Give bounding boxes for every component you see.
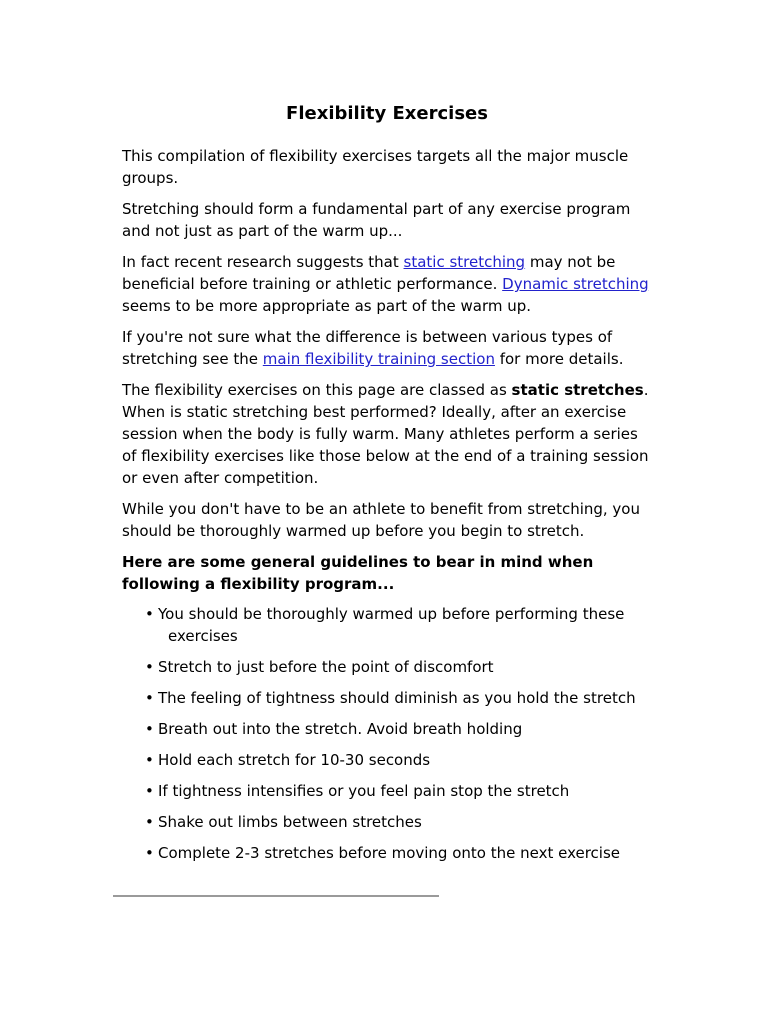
list-item-text: Breath out into the stretch. Avoid breath holding bbox=[158, 720, 523, 738]
bullet-icon: • bbox=[145, 751, 154, 769]
bullet-icon: • bbox=[145, 813, 154, 831]
page-title: Flexibility Exercises bbox=[286, 103, 488, 124]
bullet-icon: • bbox=[145, 689, 154, 707]
classification-text-after: . When is static stretching best performed? Ideally, after an exercise session when the body is fully warm. Many athletes perform a series of flexibility exercises like those below at the end of a training session or even after competition. bbox=[122, 381, 649, 487]
list-item bbox=[145, 842, 652, 864]
list-item bbox=[145, 749, 652, 771]
research-text-after: seems to be more appropriate as part of the warm up. bbox=[122, 297, 532, 315]
bullet-icon: • bbox=[145, 720, 154, 738]
list-item-text: The feeling of tightness should diminish as you hold the stretch bbox=[158, 689, 636, 707]
list-item bbox=[145, 603, 652, 647]
dynamic-stretching-link[interactable]: Dynamic stretching bbox=[502, 275, 649, 293]
list-item bbox=[145, 687, 652, 709]
athlete-paragraph: While you don't have to be an athlete to benefit from stretching, you should be thoroughly warmed up before you begin to stretch. bbox=[122, 500, 640, 540]
list-item-text: You should be thoroughly warmed up before performing these bbox=[158, 605, 625, 623]
guidelines-list bbox=[122, 603, 652, 864]
list-item bbox=[145, 780, 652, 802]
list-item-text: If tightness intensifies or you feel pain stop the stretch bbox=[158, 782, 570, 800]
difference-text-before: If you're not sure what the difference is between various types of stretching see the bbox=[122, 328, 613, 368]
intro-paragraph: This compilation of flexibility exercises targets all the major muscle groups. bbox=[122, 147, 629, 187]
document-body bbox=[122, 102, 652, 873]
static-stretching-link[interactable]: static stretching bbox=[403, 253, 526, 271]
classification-paragraph bbox=[122, 379, 652, 489]
classification-text-before: The flexibility exercises on this page are classed as bbox=[122, 381, 512, 399]
research-paragraph bbox=[122, 251, 652, 317]
list-item-text: Stretch to just before the point of discomfort bbox=[158, 658, 494, 676]
bullet-icon: • bbox=[145, 605, 154, 623]
list-item bbox=[145, 718, 652, 740]
difference-text-after: for more details. bbox=[494, 350, 624, 368]
bullet-icon: • bbox=[145, 844, 154, 862]
static-stretches-emphasis: static stretches bbox=[511, 381, 644, 399]
difference-paragraph bbox=[122, 326, 652, 370]
bullet-icon: • bbox=[145, 782, 154, 800]
list-item bbox=[145, 811, 652, 833]
horizontal-divider bbox=[113, 895, 439, 897]
research-text-mid: may not be beneficial before training or athletic performance. bbox=[122, 253, 616, 293]
list-item-text: Shake out limbs between stretches bbox=[158, 813, 422, 831]
list-item-text: Hold each stretch for 10-30 seconds bbox=[158, 751, 431, 769]
list-item-text-continued: exercises bbox=[168, 627, 238, 645]
list-item-text: Complete 2-3 stretches before moving onto the next exercise bbox=[158, 844, 621, 862]
warmup-paragraph: Stretching should form a fundamental part of any exercise program and not just as part of the warm up... bbox=[122, 200, 631, 240]
bullet-icon: • bbox=[145, 658, 154, 676]
guidelines-heading: Here are some general guidelines to bear in mind when following a flexibility program... bbox=[122, 553, 594, 593]
list-item bbox=[145, 656, 652, 678]
main-flexibility-training-link[interactable]: main flexibility training section bbox=[262, 350, 495, 368]
research-text-before: In fact recent research suggests that bbox=[122, 253, 404, 271]
